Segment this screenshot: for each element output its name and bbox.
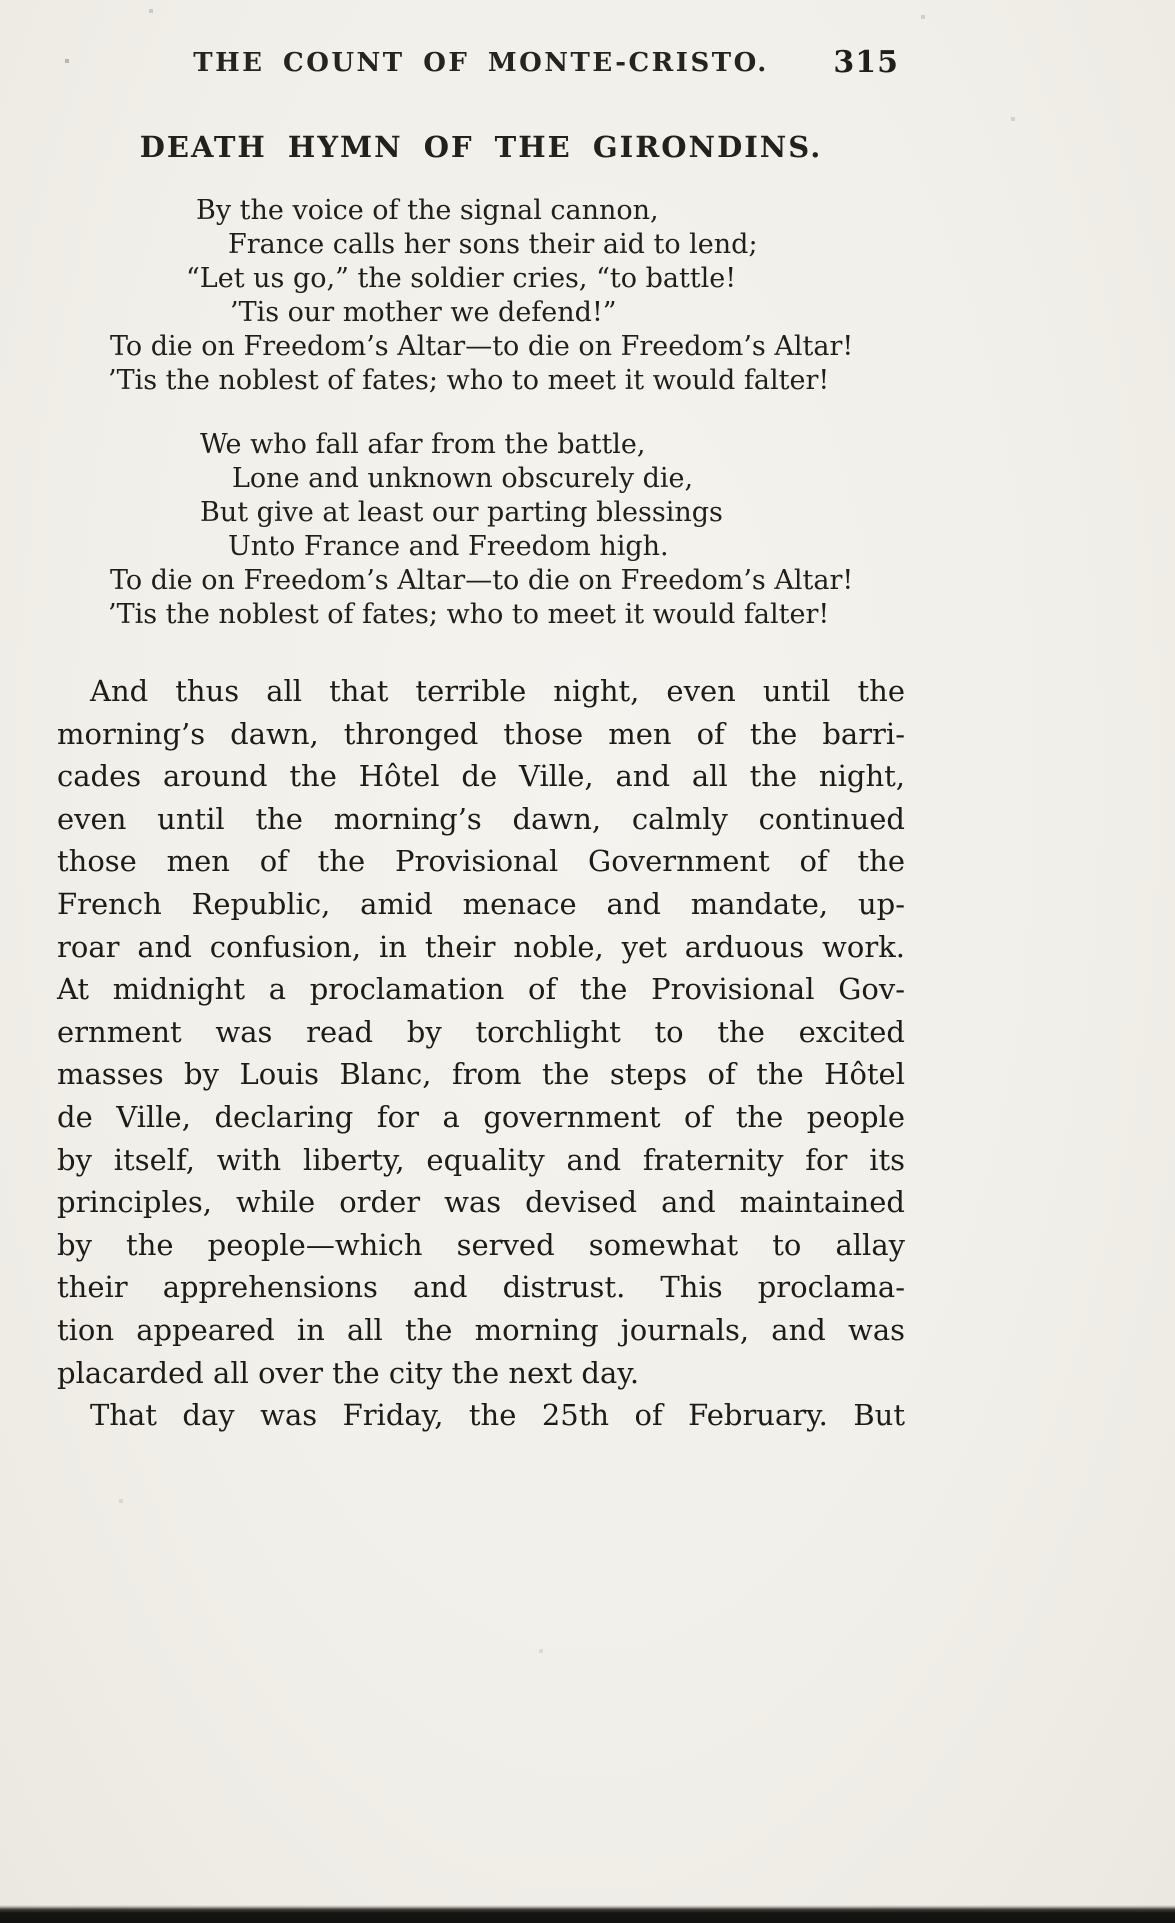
body-line: even until the morning’s dawn, calmly continued xyxy=(57,801,905,836)
running-title: THE COUNT OF MONTE-CRISTO. xyxy=(193,48,769,78)
poem-refrain-line: ’Tis the noblest of fates; who to meet it would falter! xyxy=(108,599,830,630)
scan-speckles xyxy=(0,0,2,2)
body-line: those men of the Provisional Government of the xyxy=(57,844,905,879)
section-title: DEATH HYMN OF THE GIRONDINS. xyxy=(139,130,823,164)
page-number: 315 xyxy=(833,45,899,80)
body-line: French Republic, amid menace and mandate, up- xyxy=(57,886,905,921)
body-line: tion appeared in all the morning journals, and was xyxy=(57,1312,905,1347)
poem-refrain-line: ’Tis the noblest of fates; who to meet it would falter! xyxy=(108,365,830,396)
poem-line: Lone and unknown obscurely die, xyxy=(232,463,694,494)
poem-line: ’Tis our mother we defend!” xyxy=(230,297,617,328)
body-line: by the people—which served somewhat to allay xyxy=(57,1227,905,1262)
body-line: placarded all over the city the next day. xyxy=(57,1355,640,1390)
body-line: their apprehensions and distrust. This proclama- xyxy=(57,1270,905,1305)
poem-line: France calls her sons their aid to lend; xyxy=(228,229,758,260)
body-line: And thus all that terrible night, even until the xyxy=(90,674,905,708)
body-line: roar and confusion, in their noble, yet arduous work. xyxy=(57,929,905,964)
page-header xyxy=(57,0,905,80)
body-paragraph-1 xyxy=(57,670,905,1394)
poem-line: We who fall afar from the battle, xyxy=(200,429,646,460)
poem-line: By the voice of the signal cannon, xyxy=(196,195,659,226)
poem-line: Unto France and Freedom high. xyxy=(228,531,669,562)
poem-refrain-line: To die on Freedom’s Altar—to die on Freedom’s Altar! xyxy=(110,331,854,362)
body-line: At midnight a proclamation of the Provisional Gov- xyxy=(57,972,905,1007)
body-line: de Ville, declaring for a government of the people xyxy=(57,1099,905,1134)
body-line: principles, while order was devised and maintained xyxy=(57,1185,905,1220)
body-line: by itself, with liberty, equality and fraternity for its xyxy=(57,1142,905,1177)
body-line: masses by Louis Blanc, from the steps of the Hôtel xyxy=(57,1057,905,1092)
poem-refrain-line: To die on Freedom’s Altar—to die on Freedom’s Altar! xyxy=(110,565,854,596)
poem-line: But give at least our parting blessings xyxy=(200,497,723,528)
body-line: morning’s dawn, thronged those men of the barri- xyxy=(57,716,905,751)
poem-line: “Let us go,” the soldier cries, “to battle! xyxy=(186,263,737,294)
body-line: cades around the Hôtel de Ville, and all the night, xyxy=(57,759,905,794)
body-line: That day was Friday, the 25th of February. But xyxy=(90,1398,905,1433)
poem-stanza-2 xyxy=(57,428,905,632)
body-line: ernment was read by torchlight to the excited xyxy=(57,1014,905,1049)
page-content xyxy=(57,0,905,1437)
body-paragraph-2 xyxy=(57,1394,905,1437)
poem-stanza-1 xyxy=(57,194,905,398)
scan-bottom-edge xyxy=(0,1905,1175,1923)
